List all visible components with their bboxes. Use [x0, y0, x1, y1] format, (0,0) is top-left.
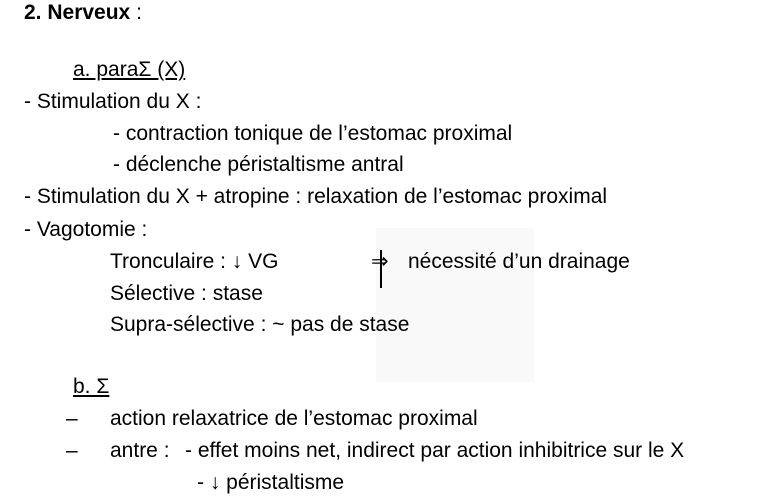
stimulation-line: - Stimulation du X : [24, 90, 202, 113]
section-title-colon: : [130, 1, 142, 24]
sympa-dash-2: – [66, 439, 78, 462]
selective-line: Sélective : stase [110, 282, 263, 305]
antre-item-2: - ↓ péristaltisme [197, 471, 345, 494]
stimulation-atropine-line: - Stimulation du X + atropine : relaxation de l’estomac proximal [24, 185, 608, 208]
stimulation-item-1: - contraction tonique de l’estomac proximal [113, 122, 513, 145]
stimulation-item-2: - déclenche péristaltisme antral [113, 153, 404, 176]
tronculaire-line: Tronculaire : ↓ VG [110, 250, 279, 273]
para-heading: a. paraΣ (X) [73, 58, 186, 81]
vagotomie-line: - Vagotomie : [24, 218, 148, 241]
sympa-item-1: action relaxatrice de l’estomac proximal [110, 407, 478, 430]
antre-label: antre : [110, 439, 170, 462]
section-title [24, 1, 142, 25]
sympa-heading: b. Σ [73, 375, 110, 398]
implies-arrow-icon: ⇒ [371, 250, 389, 273]
antre-item-1: - effet moins net, indirect par action inhibitrice sur le X [185, 439, 685, 462]
section-title-label: 2. Nerveux [24, 1, 131, 24]
supra-selective-line: Supra-sélective : ~ pas de stase [110, 313, 410, 336]
drainage-text: nécessité d’un drainage [408, 250, 630, 273]
sympa-dash-1: – [66, 407, 78, 430]
